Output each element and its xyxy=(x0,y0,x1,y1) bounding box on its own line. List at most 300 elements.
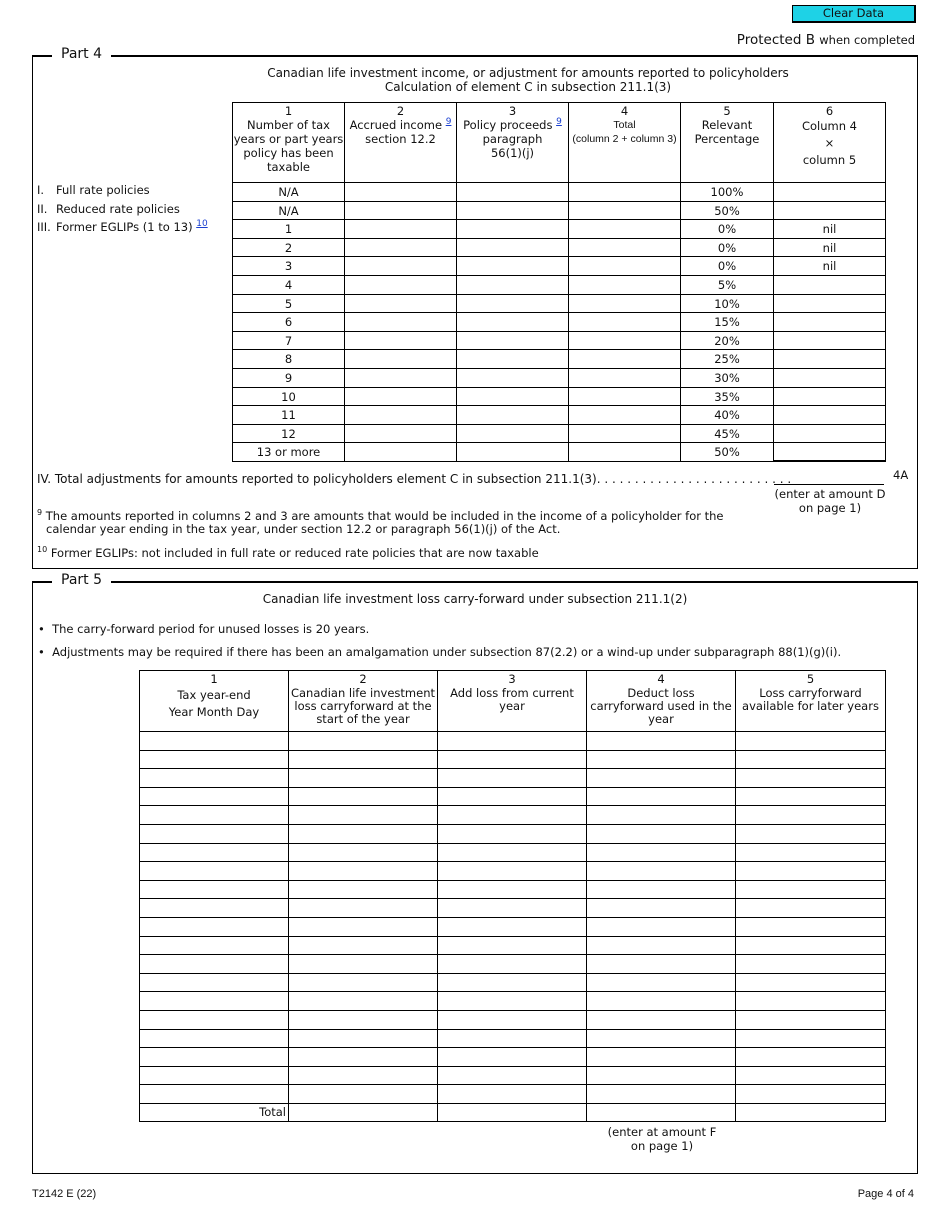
add-loss-input[interactable] xyxy=(438,1048,587,1067)
part5-enter-note-line2: on page 1) xyxy=(630,1139,694,1153)
tax-year-end-input[interactable] xyxy=(140,917,289,936)
accrued-income-input[interactable] xyxy=(345,294,457,313)
loss-carryforward-start-input[interactable] xyxy=(289,732,438,751)
loss-carryforward-start-input[interactable] xyxy=(289,787,438,806)
column6-input-cell[interactable] xyxy=(774,294,886,313)
policy-proceeds-input[interactable] xyxy=(457,201,569,220)
part5-table-row xyxy=(140,1029,886,1048)
loss-available-input[interactable] xyxy=(736,806,886,825)
relevant-percentage-cell: 0% xyxy=(681,238,774,257)
add-loss-input[interactable] xyxy=(438,880,587,899)
part4-col-header-4 xyxy=(569,103,681,183)
column-header-text: Add loss from current xyxy=(450,686,574,700)
deduct-loss-input[interactable] xyxy=(587,973,736,992)
years-taxable-cell: 1 xyxy=(233,220,345,239)
column-header-text: start of the year xyxy=(316,712,410,726)
total-input[interactable] xyxy=(569,443,681,462)
column-number: 3 xyxy=(508,672,516,686)
accrued-income-input[interactable] xyxy=(345,220,457,239)
column-number: 4 xyxy=(657,672,665,686)
loss-carryforward-start-input[interactable] xyxy=(289,1085,438,1104)
policy-proceeds-input[interactable] xyxy=(457,257,569,276)
relevant-percentage-cell: 10% xyxy=(681,294,774,313)
policy-proceeds-input[interactable] xyxy=(457,275,569,294)
roman-numeral: III. xyxy=(37,220,51,234)
column-number: 2 xyxy=(396,104,405,118)
column6-input-cell[interactable] xyxy=(774,183,886,202)
loss-available-input[interactable] xyxy=(736,787,886,806)
relevant-percentage-cell: 50% xyxy=(681,201,774,220)
part4-table-row xyxy=(233,294,886,313)
add-loss-input[interactable] xyxy=(438,1029,587,1048)
amount-4a-code: 4A xyxy=(893,468,909,482)
footnote-10-text: Former EGLIPs: not included in full rate or reduced rate policies that are now taxable xyxy=(50,545,539,560)
loss-carryforward-start-input[interactable] xyxy=(289,1029,438,1048)
total-label: Total xyxy=(140,1103,289,1122)
deduct-loss-input[interactable] xyxy=(587,824,736,843)
policy-proceeds-input[interactable] xyxy=(457,294,569,313)
column6-nil-cell: nil xyxy=(774,220,886,239)
add-loss-input[interactable] xyxy=(438,787,587,806)
loss-carryforward-start-input[interactable] xyxy=(289,880,438,899)
add-loss-input[interactable] xyxy=(438,973,587,992)
part4-col-header-2 xyxy=(345,103,457,183)
part5-enter-note-line1: (enter at amount F xyxy=(607,1125,717,1139)
total-input[interactable] xyxy=(569,406,681,425)
column-header-text: available for later years xyxy=(742,699,879,713)
column6-input-cell[interactable] xyxy=(774,275,886,294)
years-taxable-cell: N/A xyxy=(233,201,345,220)
footnote-10-number: 10 xyxy=(37,545,48,554)
column-header-text: paragraph xyxy=(482,132,543,146)
deduct-loss-input[interactable] xyxy=(587,1066,736,1085)
column6-input-cell[interactable] xyxy=(774,313,886,332)
total-input[interactable] xyxy=(569,220,681,239)
loss-available-input[interactable] xyxy=(736,917,886,936)
column-header-text: carryforward used in the xyxy=(590,699,732,713)
deduct-loss-input[interactable] xyxy=(587,917,736,936)
loss-available-input[interactable] xyxy=(736,973,886,992)
tax-year-end-input[interactable] xyxy=(140,806,289,825)
protected-label: Protected B xyxy=(736,32,815,48)
accrued-income-input[interactable] xyxy=(345,275,457,294)
relevant-percentage-cell: 35% xyxy=(681,387,774,406)
loss-carryforward-start-input[interactable] xyxy=(289,1048,438,1067)
deduct-loss-input[interactable] xyxy=(587,1048,736,1067)
part5-header-row xyxy=(140,671,886,732)
row-label-text: Former EGLIPs (1 to 13) xyxy=(56,220,193,234)
loss-carryforward-start-input[interactable] xyxy=(289,973,438,992)
part5-col-header-2 xyxy=(289,671,438,732)
part4-enter-note-line2: on page 1) xyxy=(798,501,862,515)
years-taxable-cell: N/A xyxy=(233,183,345,202)
row-label-text: Full rate policies xyxy=(56,183,150,197)
deduct-loss-input[interactable] xyxy=(587,750,736,769)
add-loss-input[interactable] xyxy=(438,936,587,955)
tax-year-end-input[interactable] xyxy=(140,769,289,788)
policy-proceeds-input[interactable] xyxy=(457,387,569,406)
add-loss-input[interactable] xyxy=(438,1010,587,1029)
total-input[interactable] xyxy=(569,294,681,313)
part4-enter-note-line1: (enter at amount D xyxy=(774,487,886,501)
policy-proceeds-input[interactable] xyxy=(457,238,569,257)
add-loss-input[interactable] xyxy=(438,899,587,918)
tax-year-end-input[interactable] xyxy=(140,787,289,806)
total-input[interactable] xyxy=(569,331,681,350)
part5-table-row xyxy=(140,750,886,769)
part4-col-header-3 xyxy=(457,103,569,183)
policy-proceeds-input[interactable] xyxy=(457,331,569,350)
part5-col-header-5 xyxy=(736,671,886,732)
loss-carryforward-start-input[interactable] xyxy=(289,806,438,825)
tax-year-end-input[interactable] xyxy=(140,880,289,899)
part4-table-row xyxy=(233,275,886,294)
part5-col-header-3 xyxy=(438,671,587,732)
add-loss-input[interactable] xyxy=(438,1066,587,1085)
add-loss-input[interactable] xyxy=(438,955,587,974)
loss-available-input[interactable] xyxy=(736,843,886,862)
policy-proceeds-input[interactable] xyxy=(457,368,569,387)
column-header-text: Tax year-end xyxy=(177,688,251,702)
loss-carryforward-start-input[interactable] xyxy=(289,769,438,788)
column-header-text: loss carryforward at the xyxy=(294,699,432,713)
total-loss-carryforward-start-input[interactable] xyxy=(289,1103,438,1122)
column-header-text: 56(1)(j) xyxy=(490,146,535,160)
tax-year-end-input[interactable] xyxy=(140,1029,289,1048)
deduct-loss-input[interactable] xyxy=(587,732,736,751)
column-number: 2 xyxy=(359,672,367,686)
part4-col-header-5 xyxy=(681,103,774,183)
loss-carryforward-start-input[interactable] xyxy=(289,936,438,955)
part5-table-row xyxy=(140,880,886,899)
loss-available-input[interactable] xyxy=(736,1085,886,1104)
column-header-text: column 5 xyxy=(802,153,857,167)
column-header-text: policy has been xyxy=(243,146,334,160)
loss-carryforward-start-input[interactable] xyxy=(289,917,438,936)
loss-available-input[interactable] xyxy=(736,1010,886,1029)
years-taxable-cell: 11 xyxy=(233,406,345,425)
protected-suffix: when completed xyxy=(819,33,915,47)
relevant-percentage-cell: 5% xyxy=(681,275,774,294)
part4-table-row xyxy=(233,331,886,350)
deduct-loss-input[interactable] xyxy=(587,1010,736,1029)
column-header-text: Relevant xyxy=(701,118,753,132)
bullet-text: Adjustments may be required if there has been an amalgamation under subsection 87(2.2) or a wind-up under subparagraph 88(1)(g)(i). xyxy=(52,645,842,659)
footnote-link[interactable]: 9 xyxy=(556,117,562,128)
column6-nil-cell: nil xyxy=(774,257,886,276)
column-header-text: years or part years xyxy=(233,132,344,146)
years-taxable-cell: 6 xyxy=(233,313,345,332)
tax-year-end-input[interactable] xyxy=(140,862,289,881)
part5-title: Canadian life investment loss carry-forward under subsection 211.1(2) xyxy=(262,592,688,606)
loss-available-input[interactable] xyxy=(736,992,886,1011)
loss-carryforward-start-input[interactable] xyxy=(289,862,438,881)
policy-proceeds-input[interactable] xyxy=(457,220,569,239)
total-input[interactable] xyxy=(569,350,681,369)
add-loss-input[interactable] xyxy=(438,769,587,788)
loss-available-input[interactable] xyxy=(736,1029,886,1048)
loss-available-input[interactable] xyxy=(736,824,886,843)
part4-col-header-1 xyxy=(233,103,345,183)
roman-numeral: II. xyxy=(37,202,48,216)
total-input[interactable] xyxy=(569,313,681,332)
clear-data-button[interactable]: Clear Data xyxy=(792,5,916,23)
part4-title xyxy=(232,66,824,94)
column6-input-cell[interactable] xyxy=(774,443,886,462)
loss-available-input[interactable] xyxy=(736,1066,886,1085)
part5-bullet-2: • Adjustments may be required if there has been an amalgamation under subsection 87(2.2) or a wind-up under subparagraph 88(1)(g)(i). xyxy=(38,645,842,659)
part5-bullet-1: • The carry-forward period for unused losses is 20 years. xyxy=(38,622,370,636)
tax-year-end-input[interactable] xyxy=(140,843,289,862)
page-number: Page 4 of 4 xyxy=(857,1188,914,1200)
part5-col-header-4 xyxy=(587,671,736,732)
loss-carryforward-start-input[interactable] xyxy=(289,955,438,974)
column6-input-cell[interactable] xyxy=(774,350,886,369)
tax-year-end-input[interactable] xyxy=(140,750,289,769)
total-input[interactable] xyxy=(569,201,681,220)
part5-total-row xyxy=(140,1103,886,1122)
form-code: T2142 E (22) xyxy=(32,1188,97,1200)
part5-table-row xyxy=(140,806,886,825)
loss-available-input[interactable] xyxy=(736,955,886,974)
part4-title-line2: Calculation of element C in subsection 211.1(3) xyxy=(384,80,672,94)
footnote-10 xyxy=(37,543,539,560)
deduct-loss-input[interactable] xyxy=(587,899,736,918)
part5-table-row xyxy=(140,1048,886,1067)
column6-input-cell[interactable] xyxy=(774,331,886,350)
years-taxable-cell: 13 or more xyxy=(233,443,345,462)
policy-proceeds-input[interactable] xyxy=(457,350,569,369)
part5-table-row xyxy=(140,992,886,1011)
amount-4a-field-line[interactable] xyxy=(774,484,884,485)
total-input[interactable] xyxy=(569,238,681,257)
policy-proceeds-input[interactable] xyxy=(457,443,569,462)
loss-carryforward-start-input[interactable] xyxy=(289,1010,438,1029)
deduct-loss-input[interactable] xyxy=(587,806,736,825)
part4-row-label-3 xyxy=(37,220,208,234)
deduct-loss-input[interactable] xyxy=(587,843,736,862)
accrued-income-input[interactable] xyxy=(345,183,457,202)
deduct-loss-input[interactable] xyxy=(587,936,736,955)
deduct-loss-input[interactable] xyxy=(587,1029,736,1048)
add-loss-input[interactable] xyxy=(438,862,587,881)
total-add-loss-input[interactable] xyxy=(438,1103,587,1122)
loss-carryforward-start-input[interactable] xyxy=(289,824,438,843)
policy-proceeds-input[interactable] xyxy=(457,183,569,202)
loss-carryforward-start-input[interactable] xyxy=(289,1066,438,1085)
loss-carryforward-start-input[interactable] xyxy=(289,750,438,769)
loss-available-input[interactable] xyxy=(736,750,886,769)
column6-input-cell[interactable] xyxy=(774,368,886,387)
tax-year-end-input[interactable] xyxy=(140,1085,289,1104)
part4-row-label-1 xyxy=(37,183,150,197)
total-input[interactable] xyxy=(569,257,681,276)
column-header-text: Number of tax xyxy=(247,118,330,132)
years-taxable-cell: 12 xyxy=(233,424,345,443)
deduct-loss-input[interactable] xyxy=(587,955,736,974)
tax-year-end-input[interactable] xyxy=(140,973,289,992)
column-header-text: taxable xyxy=(267,160,310,174)
column-number: 5 xyxy=(806,672,815,686)
accrued-income-input[interactable] xyxy=(345,331,457,350)
add-loss-input[interactable] xyxy=(438,1085,587,1104)
accrued-income-input[interactable] xyxy=(345,350,457,369)
total-input[interactable] xyxy=(569,424,681,443)
loss-available-input[interactable] xyxy=(736,880,886,899)
relevant-percentage-cell: 30% xyxy=(681,368,774,387)
accrued-income-input[interactable] xyxy=(345,387,457,406)
accrued-income-input[interactable] xyxy=(345,238,457,257)
loss-carryforward-start-input[interactable] xyxy=(289,899,438,918)
deduct-loss-input[interactable] xyxy=(587,1085,736,1104)
add-loss-input[interactable] xyxy=(438,732,587,751)
total-loss-available-input[interactable] xyxy=(736,1103,886,1122)
part5-table-row xyxy=(140,899,886,918)
part5-table-row xyxy=(140,917,886,936)
tax-year-end-input[interactable] xyxy=(140,732,289,751)
tax-year-end-input[interactable] xyxy=(140,824,289,843)
relevant-percentage-cell: 20% xyxy=(681,331,774,350)
part5-table-row xyxy=(140,862,886,881)
part4-table-row xyxy=(233,183,886,202)
column6-input-cell[interactable] xyxy=(774,406,886,425)
tax-year-end-input[interactable] xyxy=(140,936,289,955)
footnote-link[interactable]: 9 xyxy=(445,117,452,128)
column-header-text: Percentage xyxy=(694,132,760,146)
column6-input-cell[interactable] xyxy=(774,387,886,406)
loss-available-input[interactable] xyxy=(736,862,886,881)
deduct-loss-input[interactable] xyxy=(587,769,736,788)
policy-proceeds-input[interactable] xyxy=(457,424,569,443)
footnote-link[interactable]: 10 xyxy=(196,219,208,230)
column6-input-cell[interactable] xyxy=(774,424,886,443)
part5-col-header-1 xyxy=(140,671,289,732)
years-taxable-cell: 10 xyxy=(233,387,345,406)
total-input[interactable] xyxy=(569,387,681,406)
part4-table-row xyxy=(233,350,886,369)
accrued-income-input[interactable] xyxy=(345,443,457,462)
part5-table-row xyxy=(140,1085,886,1104)
policy-proceeds-input[interactable] xyxy=(457,313,569,332)
part5-table-row xyxy=(140,787,886,806)
column-header-text: Loss carryforward xyxy=(759,686,862,700)
roman-numeral: I. xyxy=(37,183,45,197)
column-header-text: year xyxy=(648,712,674,726)
accrued-income-input[interactable] xyxy=(345,424,457,443)
part5-legend: Part 5 xyxy=(52,572,111,588)
relevant-percentage-cell: 100% xyxy=(681,183,774,202)
footnote-9-line1: The amounts reported in columns 2 and 3 are amounts that would be included in the income of a policyholder for the xyxy=(45,508,724,523)
deduct-loss-input[interactable] xyxy=(587,862,736,881)
years-taxable-cell: 9 xyxy=(233,368,345,387)
part5-table-row xyxy=(140,936,886,955)
column-header-text: Year Month Day xyxy=(168,705,260,719)
loss-carryforward-start-input[interactable] xyxy=(289,843,438,862)
add-loss-input[interactable] xyxy=(438,992,587,1011)
deduct-loss-input[interactable] xyxy=(587,787,736,806)
loss-available-input[interactable] xyxy=(736,732,886,751)
years-taxable-cell: 2 xyxy=(233,238,345,257)
column-number: 4 xyxy=(620,104,629,118)
loss-available-input[interactable] xyxy=(736,1048,886,1067)
part5-table-row xyxy=(140,1010,886,1029)
column-header-text: Accrued income xyxy=(349,118,443,132)
years-taxable-cell: 5 xyxy=(233,294,345,313)
tax-year-end-input[interactable] xyxy=(140,1066,289,1085)
part4-total-label: IV. Total adjustments for amounts reported to policyholders element C in subsection 211.1(3). . . . . . . . . . . . . . . . . . . . . . . . . . xyxy=(37,472,792,486)
total-input[interactable] xyxy=(569,368,681,387)
deduct-loss-input[interactable] xyxy=(587,880,736,899)
part4-table-row xyxy=(233,257,886,276)
accrued-income-input[interactable] xyxy=(345,406,457,425)
part4-table-row xyxy=(233,313,886,332)
loss-available-input[interactable] xyxy=(736,936,886,955)
footnote-9-number: 9 xyxy=(37,508,43,517)
part4-table xyxy=(232,102,886,462)
add-loss-input[interactable] xyxy=(438,843,587,862)
part4-table-row xyxy=(233,443,886,462)
add-loss-input[interactable] xyxy=(438,750,587,769)
part4-table-row xyxy=(233,238,886,257)
part5-table-row xyxy=(140,843,886,862)
accrued-income-input[interactable] xyxy=(345,313,457,332)
accrued-income-input[interactable] xyxy=(345,368,457,387)
relevant-percentage-cell: 40% xyxy=(681,406,774,425)
add-loss-input[interactable] xyxy=(438,917,587,936)
total-input[interactable] xyxy=(569,275,681,294)
part4-title-line1: Canadian life investment income, or adjustment for amounts reported to policyholders xyxy=(267,66,789,80)
column-header-text: section 12.2 xyxy=(365,132,436,146)
footnote-9-line2: calendar year ending in the tax year, under section 12.2 or paragraph 56(1)(j) of the Act. xyxy=(46,521,561,536)
column6-input-cell[interactable] xyxy=(774,201,886,220)
tax-year-end-input[interactable] xyxy=(140,1048,289,1067)
part4-table-row xyxy=(233,368,886,387)
loss-available-input[interactable] xyxy=(736,899,886,918)
total-deduct-loss-input[interactable] xyxy=(587,1103,736,1122)
part4-table-row xyxy=(233,424,886,443)
relevant-percentage-cell: 25% xyxy=(681,350,774,369)
years-taxable-cell: 4 xyxy=(233,275,345,294)
total-input[interactable] xyxy=(569,183,681,202)
loss-carryforward-start-input[interactable] xyxy=(289,992,438,1011)
part4-legend: Part 4 xyxy=(52,46,111,62)
accrued-income-input[interactable] xyxy=(345,257,457,276)
deduct-loss-input[interactable] xyxy=(587,992,736,1011)
part4-enter-note xyxy=(770,487,890,515)
add-loss-input[interactable] xyxy=(438,824,587,843)
tax-year-end-input[interactable] xyxy=(140,955,289,974)
tax-year-end-input[interactable] xyxy=(140,992,289,1011)
years-taxable-cell: 7 xyxy=(233,331,345,350)
column-number: 5 xyxy=(723,104,731,118)
years-taxable-cell: 3 xyxy=(233,257,345,276)
tax-year-end-input[interactable] xyxy=(140,1010,289,1029)
row-label-text: Reduced rate policies xyxy=(56,202,180,216)
part5-table-row xyxy=(140,732,886,751)
years-taxable-cell: 8 xyxy=(233,350,345,369)
loss-available-input[interactable] xyxy=(736,769,886,788)
relevant-percentage-cell: 0% xyxy=(681,220,774,239)
tax-year-end-input[interactable] xyxy=(140,899,289,918)
column-header-text: × xyxy=(824,136,835,150)
part5-table xyxy=(139,670,886,1122)
column-header-text: (column 2 + column 3) xyxy=(572,133,677,145)
policy-proceeds-input[interactable] xyxy=(457,406,569,425)
add-loss-input[interactable] xyxy=(438,806,587,825)
part4-table-row xyxy=(233,201,886,220)
part5-table-row xyxy=(140,824,886,843)
accrued-income-input[interactable] xyxy=(345,201,457,220)
